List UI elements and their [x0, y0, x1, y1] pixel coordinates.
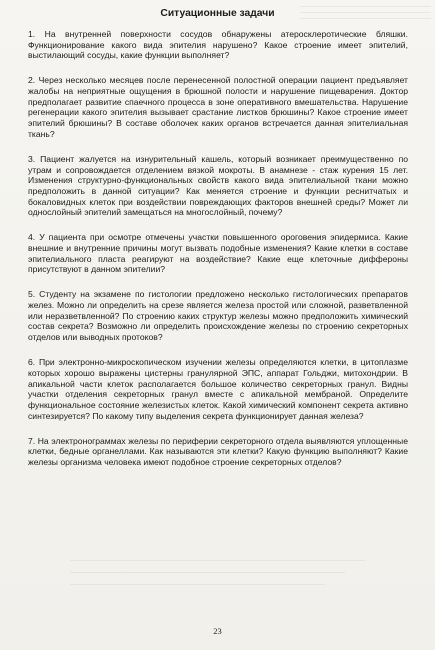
task-list — [28, 29, 408, 482]
page-number: 23 — [213, 626, 222, 636]
task-4: 4. У пациента при осмотре отмечены участки повышенного ороговения эпидермиса. Какие внешние и внутренние причины могут вызвать подобные изменения? Какие клетки в составе эпителиального пласта реагируют на воздействие? Какие еще клеточные диффероны присутствуют в данном эпителии? — [28, 232, 408, 275]
scan-bleed-line — [70, 572, 345, 573]
scan-bleed-line — [300, 6, 431, 7]
task-7: 7. На электронограммах железы по периферии секреторного отдела выявляются уплощенные клетки, бедные органеллами. Как называются эти клетки? Какую функцию выполняют? Какие железы организма человека имеют подобное строение секреторных отделов? — [28, 435, 408, 467]
task-3: 3. Пациент жалуется на изнурительный кашель, который возникает преимущественно по утрам и сопровождается отделением вязкой мокроты. В анамнезе - стаж курения 15 лет. Изменения структурно-функциональных свойств какого вида эпителиальной ткани можно предположить в данной ситуации? Как меняется строение и функции реснитчатых и бокаловидных клеток при воздействии повреждающих факторов внешней среды? Может ли однослойный эпителий замещаться на многослойный, почему? — [28, 153, 408, 218]
task-1: 1. На внутренней поверхности сосудов обнаружены атеросклеротические бляшки. Функционирование какого вида эпителия нарушено? Какое строение имеет эпителий, выстилающий сосуды, какие функции выполняет? — [28, 29, 408, 61]
scan-bleed-line — [70, 584, 325, 585]
scan-bleed-line — [70, 560, 365, 561]
page-title: Ситуационные задачи — [160, 8, 275, 19]
task-5: 5. Студенту на экзамене по гистологии предложено несколько гистологических препаратов желез. Можно ли определить на срезе является железа простой или сложной, разветвленной или неразветвленной? По строению каких структур железы можно предположить химический состав секрета? Возможно ли определить происхождение железы по строению секреторных отделов или выводных протоков? — [28, 289, 408, 343]
task-6: 6. При электронно-микроскопическом изучении железы определяются клетки, в цитоплазме которых хорошо выражены цистерны гранулярной ЭПС, аппарат Гольджи, митохондрии. В апикальной части клеток располагается большое количество секреторных гранул. Видны участки отделения секреторных гранул вместе с апикальной мембраной. Определите функциональное состояние железистых клеток. Какой химический компонент секрета активно синтезируется? По какому типу выделения секрета функционирует данная железа? — [28, 357, 408, 421]
task-2: 2. Через несколько месяцев после перенесенной полостной операции пациент предъявляет жалобы на неприятные ощущения в брюшной полости и нарушение пищеварения. Доктор предполагает развитие спаечного процесса в зоне оперативного вмешательства. Нарушение регенерации какого эпителия вызывает срастание листков брюшины? Какое строение имеет эпителий брюшины? В составе оболочек каких органов встречается данная эпителиальная ткань? — [28, 75, 408, 139]
